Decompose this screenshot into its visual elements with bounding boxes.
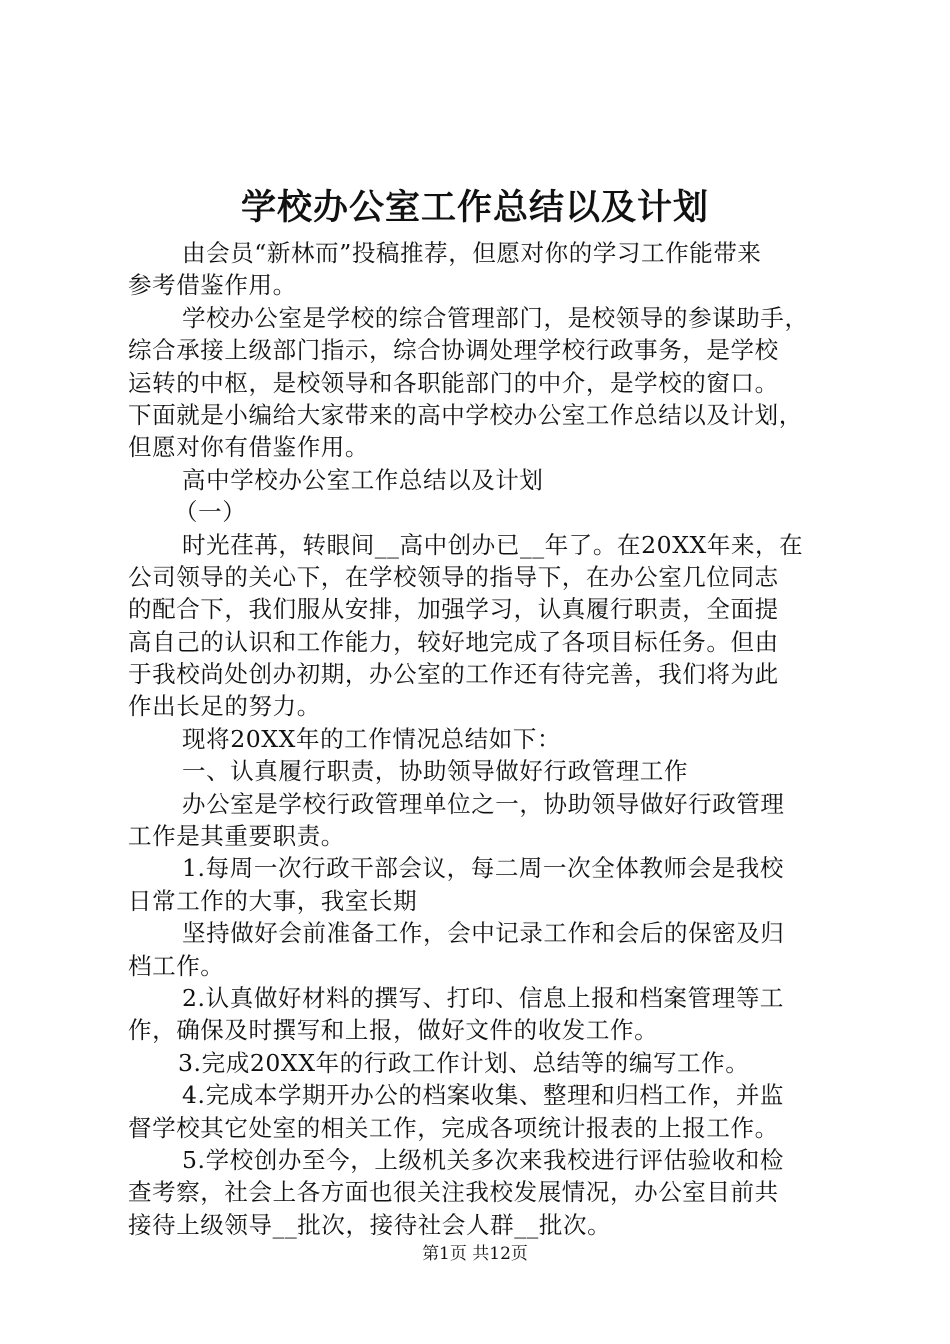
paragraph-line: 时光荏苒，转眼间__高中创办已__年了。在20XX年来，在: [182, 530, 804, 559]
paragraph-line: 档工作。: [128, 951, 225, 980]
paragraph-line: 但愿对你有借鉴作用。: [128, 433, 369, 462]
paragraph-line: 公司领导的关心下，在学校领导的指导下，在办公室几位同志: [128, 562, 779, 591]
page-number-footer: 第1页 共12页: [422, 1244, 528, 1264]
paragraph-line: 于我校尚处创办初期，办公室的工作还有待完善，我们将为此: [128, 660, 779, 689]
paragraph-line: 运转的中枢，是校领导和各职能部门的中介，是学校的窗口。: [128, 368, 779, 397]
paragraph-line: 工作是其重要职责。: [128, 822, 345, 851]
paragraph-line: 由会员“新林而”投稿推荐，但愿对你的学习工作能带来: [182, 239, 762, 267]
paragraph-line: 现将20XX年的工作情况总结如下：: [182, 724, 562, 753]
paragraph-line: 下面就是小编给大家带来的高中学校办公室工作总结以及计划，: [128, 400, 803, 429]
paragraph-line: 办公室是学校行政管理单位之一，协助领导做好行政管理: [182, 789, 785, 818]
paragraph-line: 作出长足的努力。: [128, 692, 321, 721]
paragraph-line: 学校办公室是学校的综合管理部门，是校领导的参谋助手，: [182, 303, 809, 332]
list-item-line: 2.认真做好材料的撰写、打印、信息上报和档案管理等工: [182, 983, 785, 1012]
list-item-line: 3.完成20XX年的行政工作计划、总结等的编写工作。: [178, 1048, 750, 1077]
paragraph-line: 高中学校办公室工作总结以及计划: [182, 465, 544, 494]
paragraph-line: （一）: [174, 498, 247, 527]
paragraph-line: 综合承接上级部门指示，综合协调处理学校行政事务，是学校: [128, 336, 779, 365]
paragraph-line: 的配合下，我们服从安排，加强学习，认真履行职责，全面提: [128, 595, 779, 624]
section-heading: 一、认真履行职责，协助领导做好行政管理工作: [182, 757, 689, 786]
list-item-line: 作，确保及时撰写和上报，做好文件的收发工作。: [128, 1016, 659, 1045]
list-item-line: 查考察，社会上各方面也很关注我校发展情况，办公室目前共: [128, 1178, 779, 1207]
document-body: [128, 237, 828, 1241]
list-item-line: 督学校其它处室的相关工作，完成各项统计报表的上报工作。: [128, 1113, 779, 1142]
list-item-line: 4.完成本学期开办公的档案收集、整理和归档工作，并监: [182, 1081, 785, 1110]
list-item-line: 1.每周一次行政干部会议，每二周一次全体教师会是我校: [182, 854, 785, 883]
paragraph-line: 坚持做好会前准备工作，会中记录工作和会后的保密及归: [182, 919, 785, 948]
list-item-line: 5.学校创办至今，上级机关多次来我校进行评估验收和检: [182, 1145, 785, 1174]
paragraph-line: 参考借鉴作用。: [128, 271, 297, 300]
list-item-line: 接待上级领导__批次，接待社会人群__批次。: [128, 1210, 612, 1239]
paragraph-line: 高自己的认识和工作能力，较好地完成了各项目标任务。但由: [128, 627, 779, 656]
document-title: 学校办公室工作总结以及计划: [240, 187, 709, 228]
list-item-line: 日常工作的大事，我室长期: [128, 886, 418, 915]
